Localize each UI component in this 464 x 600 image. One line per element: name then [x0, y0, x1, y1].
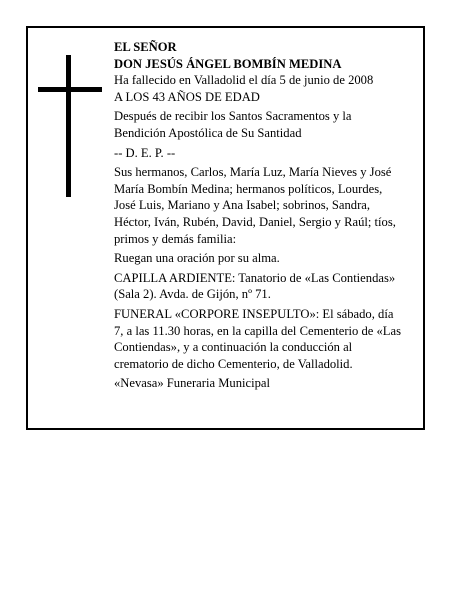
prayer-line: Ruegan una oración por su alma. — [114, 251, 280, 266]
heading-title: EL SEÑOR — [114, 40, 177, 54]
family-line: María Bombín Medina; hermanos políticos, Lourdes, — [114, 181, 383, 196]
family-line: Sus hermanos, Carlos, María Luz, María Nieves y José — [114, 165, 392, 180]
chapel-line: CAPILLA ARDIENTE: Tanatorio de «Las Contiendas» — [114, 270, 396, 285]
funeral-paragraph — [114, 306, 430, 372]
sacraments-paragraph — [114, 108, 430, 141]
funeral-line: 7, a las 11.30 horas, en la capilla del Cementerio de «Las — [114, 323, 401, 338]
funeral-home-line: «Nevasa» Funeraria Municipal — [114, 376, 270, 391]
deceased-name: DON JESÚS ÁNGEL BOMBÍN MEDINA — [114, 56, 342, 71]
funeral-line: crematorio de dicho Cementerio, de Valladolid. — [114, 356, 353, 371]
family-line: primos y demás familia: — [114, 231, 237, 246]
family-paragraph — [114, 164, 430, 247]
cross-icon — [38, 55, 102, 197]
funeral-line: Contiendas», y a continuación la conducción al — [114, 340, 353, 355]
age-line: A LOS 43 AÑOS DE EDAD — [114, 89, 260, 104]
sacraments-line: Bendición Apostólica de Su Santidad — [114, 125, 302, 140]
obituary-text — [114, 39, 430, 392]
chapel-line: (Sala 2). Avda. de Gijón, nº 71. — [114, 287, 271, 302]
death-date-line: Ha fallecido en Valladolid el día 5 de junio de 2008 — [114, 73, 374, 88]
family-line: Héctor, Iván, Rubén, David, Daniel, Sergio y Raúl; tíos, — [114, 214, 396, 229]
dep-line: -- D. E. P. -- — [114, 145, 176, 160]
chapel-paragraph — [114, 270, 430, 303]
cross-horizontal-bar — [38, 87, 102, 92]
family-line: José Luis, Mariano y Ana Isabel; sobrinos, Sandra, — [114, 198, 371, 213]
obituary-notice — [26, 26, 425, 430]
sacraments-line: Después de recibir los Santos Sacramentos y la — [114, 109, 352, 124]
funeral-line: FUNERAL «CORPORE INSEPULTO»: El sábado, día — [114, 306, 394, 321]
cross-vertical-bar — [66, 55, 71, 197]
